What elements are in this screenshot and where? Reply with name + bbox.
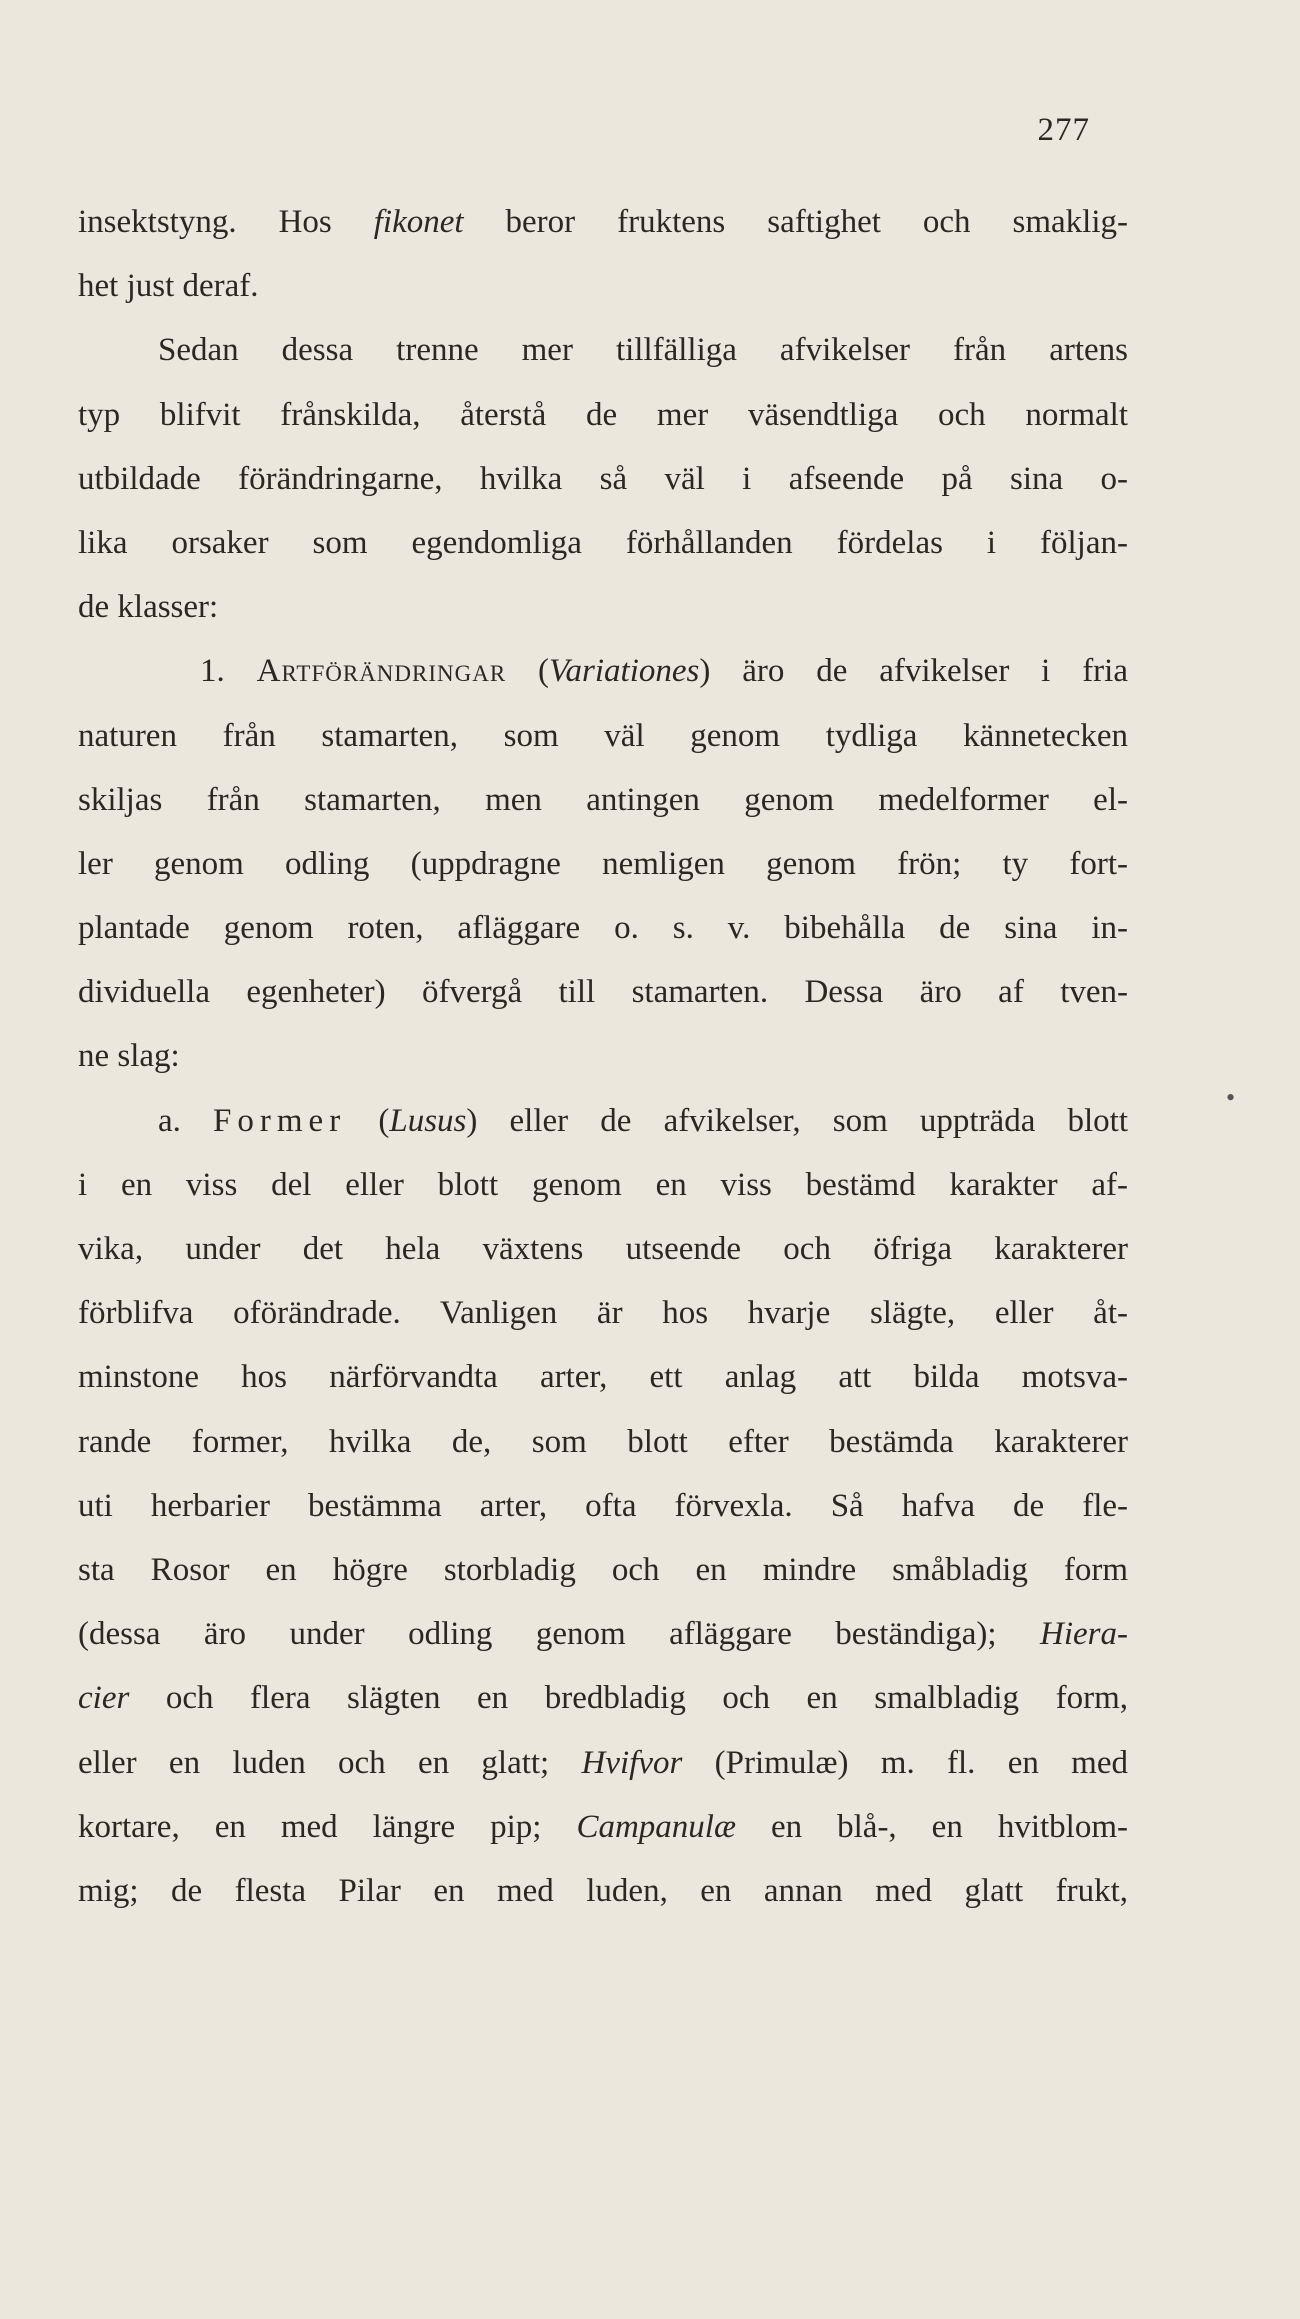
text-run: utbildade förändringarne, hvilka så väl i afseende på sina o-: [78, 460, 1128, 497]
text-run: sta Rosor en högre storbladig och en mindre småbladig form: [78, 1551, 1128, 1588]
text-run: vika, under det hela växtens utseende och öfriga karakterer: [78, 1231, 1128, 1267]
text-line: [78, 1153, 1128, 1217]
italic-term: Hvifvor: [581, 1744, 683, 1781]
text-run: het just deraf.: [78, 268, 259, 305]
text-line: [78, 960, 1128, 1024]
text-run: dividuella egenheter) öfvergå till stamarten. Dessa äro af tven-: [78, 974, 1128, 1011]
text-line: [78, 318, 1128, 382]
italic-term: Hiera-: [1040, 1616, 1128, 1653]
text-line: [78, 254, 1128, 318]
italic-term: Lusus: [389, 1102, 467, 1139]
text-line: [78, 832, 1128, 896]
text-run: mig; de flesta Pilar en med luden, en annan med glatt frukt,: [78, 1872, 1128, 1909]
page-number: 277: [1037, 112, 1090, 148]
text-run: minstone hos närförvandta arter, ett anlag att bilda motsva-: [78, 1359, 1128, 1396]
text-run: 1.: [200, 653, 257, 690]
text-run: plantade genom roten, afläggare o. s. v. bibehålla de sina in-: [78, 910, 1128, 947]
text-line: [78, 575, 1128, 639]
text-run: ) eller de afvikelser, som uppträda blott: [466, 1102, 1128, 1139]
text-line: [78, 190, 1128, 254]
text-line: [78, 1795, 1128, 1859]
text-line: [78, 704, 1128, 768]
text-run: rande former, hvilka de, som blott efter bestämda karakterer: [78, 1423, 1128, 1460]
text-run: (: [346, 1102, 390, 1139]
text-line: [78, 1538, 1128, 1602]
text-line: [78, 511, 1128, 575]
body-text: [78, 190, 1128, 1923]
text-run: ) äro de afvikelser i fria: [699, 653, 1128, 690]
text-run: ne slag:: [78, 1038, 180, 1075]
text-run: Sedan dessa trenne mer tillfälliga afvikelser från artens: [158, 332, 1128, 369]
text-run: (dessa äro under odling genom afläggare beständiga);: [78, 1616, 1041, 1653]
text-line: [78, 1217, 1128, 1281]
text-run: a.: [158, 1102, 214, 1139]
text-run: beror fruktens saftighet och smaklig-: [463, 204, 1128, 240]
text-run: naturen från stamarten, som väl genom tydliga kännetecken: [78, 717, 1128, 754]
text-line: [78, 1345, 1128, 1409]
spaced-term: Former: [213, 1102, 347, 1139]
italic-term: Campanulæ: [576, 1808, 736, 1845]
text-line: [78, 1666, 1128, 1730]
text-run: en blå-, en hvitblom-: [735, 1808, 1128, 1845]
text-run: typ blifvit frånskilda, återstå de mer väsendtliga och normalt: [78, 396, 1128, 433]
text-run: eller en luden och en glatt;: [78, 1744, 582, 1781]
text-line: [78, 1731, 1128, 1795]
italic-term: fikonet: [373, 204, 464, 240]
italic-term: Variationes: [549, 653, 700, 690]
text-line: [78, 1281, 1128, 1345]
section-heading: Artförändringar: [256, 653, 507, 690]
text-run: (: [506, 653, 550, 690]
text-line: [78, 1474, 1128, 1538]
text-line: [78, 639, 1128, 703]
text-line: [78, 447, 1128, 511]
text-run: ler genom odling (uppdragne nemligen genom frön; ty fort-: [78, 845, 1128, 882]
text-run: skiljas från stamarten, men antingen genom medelformer el-: [78, 781, 1128, 818]
text-run: förblifva oförändrade. Vanligen är hos hvarje slägte, eller åt-: [78, 1295, 1128, 1332]
text-run: uti herbarier bestämma arter, ofta förvexla. Så hafva de fle-: [78, 1487, 1128, 1524]
text-run: lika orsaker som egendomliga förhållanden fördelas i följan-: [78, 524, 1128, 561]
text-line: [78, 1024, 1128, 1088]
text-run: i en viss del eller blott genom en viss bestämd karakter af-: [78, 1166, 1128, 1203]
italic-term: cier: [78, 1680, 130, 1717]
text-line: [78, 383, 1128, 447]
text-line: [78, 1410, 1128, 1474]
text-line: [78, 768, 1128, 832]
text-run: de klasser:: [78, 589, 219, 626]
text-run: insektstyng. Hos: [78, 204, 374, 240]
text-line: [78, 896, 1128, 960]
text-line: [78, 1859, 1128, 1923]
text-run: kortare, en med längre pip;: [78, 1808, 577, 1845]
text-run: (Primulæ) m. fl. en med: [682, 1744, 1128, 1781]
text-run: och flera slägten en bredbladig och en smalbladig form,: [129, 1680, 1128, 1717]
ink-speck: •: [1226, 1083, 1236, 1112]
text-line: [78, 1602, 1128, 1666]
text-line: [78, 1089, 1128, 1153]
